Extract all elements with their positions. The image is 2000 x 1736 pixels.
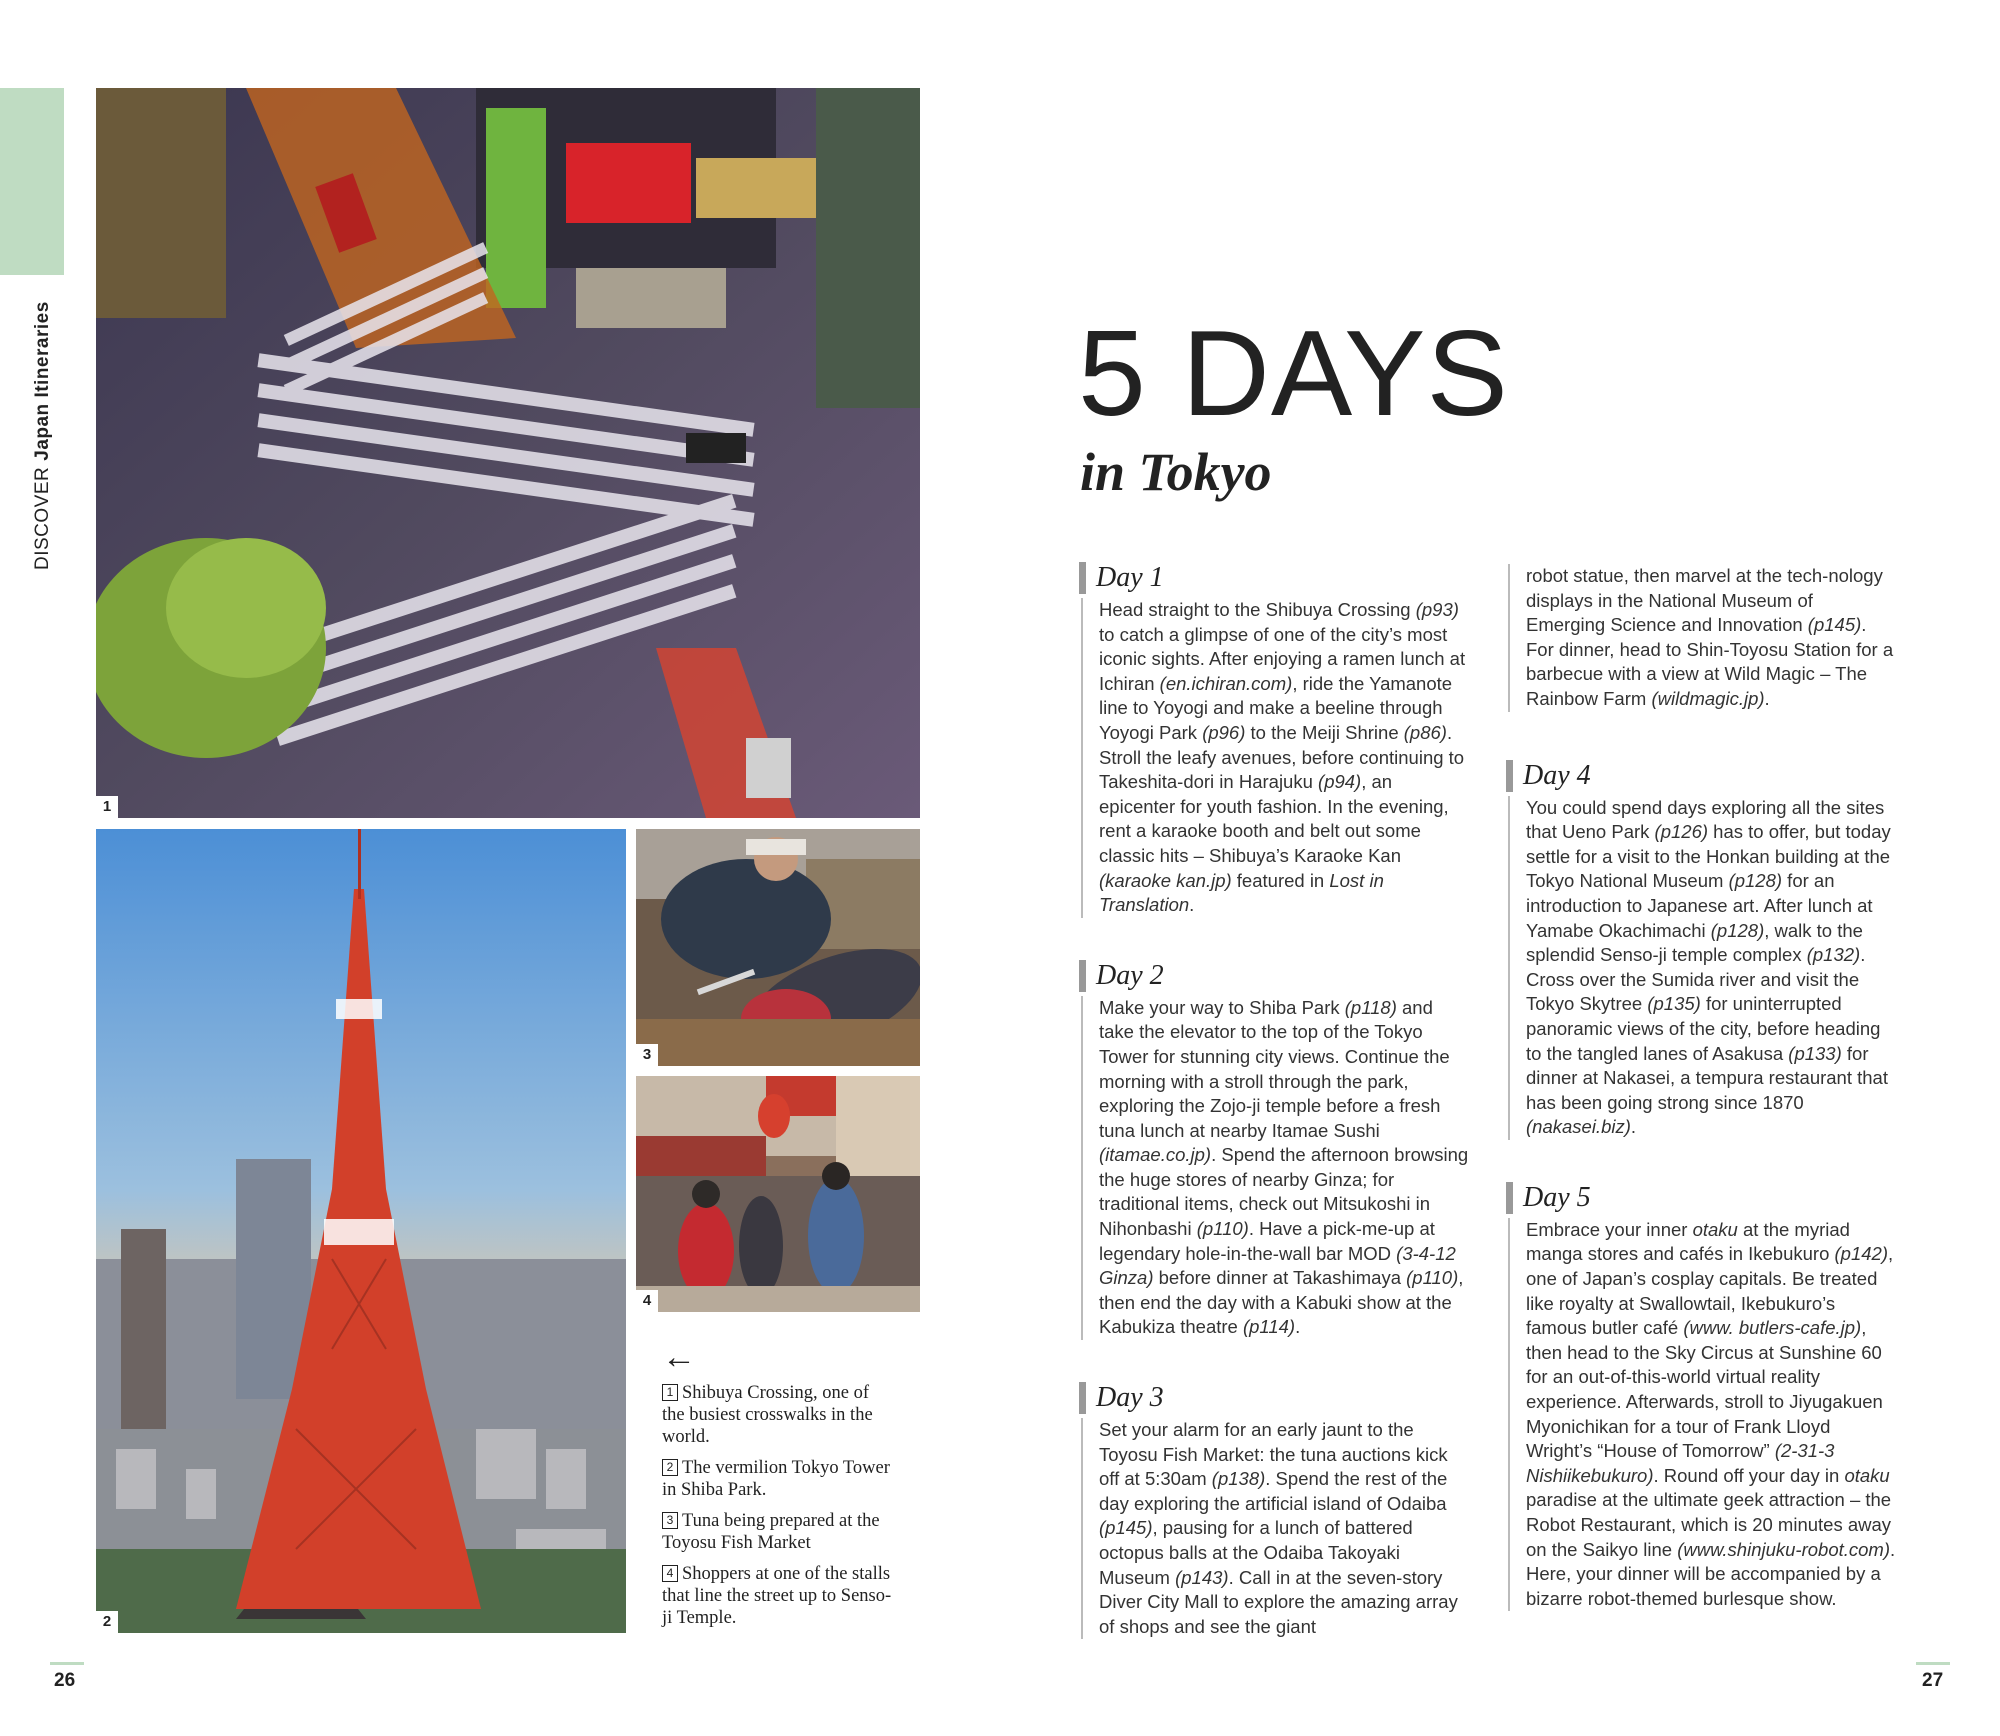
day-text: Make your way to Shiba Park (p118) and take the elevator to the top of the Tokyo Tower for stunning city views. Continue the morning with a stroll through the park, exploring the Zojo-ji temple before a fresh tuna lunch at nearby Itamae Sushi (itamae.co.jp). Spend the afternoon browsing the huge stores of nearby Ginza; for traditional items, check out Mitsukoshi in Nihonbashi (p110). Have a pick-me-up at legendary hole-in-the-wall bar MOD (3-4-12 Ginza) before dinner at Takashimaya (p110), then end the day with a Kabuki show at the Kabukiza theatre (p114). [1099,996,1469,1338]
page-number-right: 27 [1922,1670,1944,1691]
caption-number: 1 [662,1384,678,1401]
day-text-continued: robot statue, then marvel at the tech-nology displays in the National Museum of Emerging Science and Innovation (p145). For dinner, head to Shin-Toyosu Station for a barbecue with a view at Wild Magic – The Rainbow Farm (wildmagic.jp). [1526,565,1894,709]
back-arrow-icon: ← [662,1338,696,1376]
caption-number: 3 [662,1512,678,1529]
photo-number: 3 [636,1044,658,1066]
caption-text: The vermilion Tokyo Tower in Shiba Park. [662,1458,890,1500]
page-number-left: 26 [54,1670,76,1691]
caption-1 [662,1382,892,1448]
caption-2 [662,1457,892,1501]
day-text: You could spend days exploring all the sites that Ueno Park (p126) has to offer, but today settle for a visit to the Honkan building at the Tokyo National Museum (p128) for an introduction to Japanese art. After lunch at Yamabe Okachimachi (p128), walk to the splendid Senso-ji temple complex (p132). Cross over the Sumida river and visit the Tokyo Skytree (p135) for uninterrupted panoramic views of the city, before heading to the tangled lanes of Asakusa (p133) for dinner at Nakasei, a tempura restaurant that has been going strong since 1870 (nakasei.biz). [1526,796,1891,1138]
text-column-right [1523,564,1896,1611]
photo-shibuya-crossing [96,88,920,818]
caption-number: 2 [662,1459,678,1476]
caption-3 [662,1510,892,1554]
photo-sensoji-street [636,1076,920,1312]
photo-tokyo-tower [96,829,626,1633]
day-heading: Day 2 [1079,960,1469,992]
photo-number: 1 [96,796,118,818]
page-number-bar-right [1916,1662,1950,1665]
text-column-left [1096,562,1469,1639]
photo-number: 4 [636,1290,658,1312]
section-label [32,290,72,570]
page-title: 5 DAYS [1078,305,1509,441]
caption-text: Shoppers at one of the stalls that line the street up to Senso-ji Temple. [662,1564,892,1628]
photo-tuna-preparation [636,829,920,1066]
caption-text: Shibuya Crossing, one of the busiest crosswalks in the world. [662,1383,873,1447]
caption-4 [662,1563,892,1629]
day-heading: Day 3 [1079,1382,1469,1414]
caption-text: Tuna being prepared at the Toyosu Fish Market [662,1511,880,1553]
section-color-tab [0,88,64,275]
day-heading: Day 4 [1506,760,1896,792]
section-name: DISCOVER [32,466,53,570]
day-heading: Day 5 [1506,1182,1896,1214]
page-number-bar-left [50,1662,84,1665]
day-text: Embrace your inner otaku at the myriad manga stores and cafés in Ikebukuro (p142), one of Japan’s cosplay capitals. Be treated like royalty at Swallowtail, Ikebukuro’s famous butler café (www. butlers-cafe.jp), then head to the Sky Circus at Sunshine 60 for an out-of-this-world virtual reality experience. Afterwards, stroll to Jiyugakuen Myonichikan for a tour of Frank Lloyd Wright’s “House of Tomorrow” (2-31-3 Nishiikebukuro). Round off your day in otaku paradise at the ultimate geek attraction – the Robot Restaurant, which is 20 minutes away on the Saikyo line (www.shinjuku-robot.com). Here, your dinner will be accompanied by a bizarre robot-themed burlesque show. [1526,1218,1896,1609]
photo-number: 2 [96,1611,118,1633]
photo-captions [662,1382,892,1638]
caption-number: 4 [662,1565,678,1582]
page-subtitle: in Tokyo [1080,442,1272,502]
chapter-name: Japan Itineraries [32,301,53,461]
day-text: Head straight to the Shibuya Crossing (p93) to catch a glimpse of one of the city’s most iconic sights. After enjoying a ramen lunch at Ichiran (en.ichiran.com), ride the Yamanote line to Yoyogi and make a beeline through Yoyogi Park (p96) to the Meiji Shrine (p86). Stroll the leafy avenues, before continuing to Takeshita-dori in Harajuku (p94), an epicenter for youth fashion. In the evening, rent a karaoke booth and belt out some classic hits – Shibuya’s Karaoke Kan (karaoke kan.jp) featured in Lost in Translation. [1099,599,1466,916]
day-heading: Day 1 [1079,562,1469,594]
day-text: Set your alarm for an early jaunt to the Toyosu Fish Market: the tuna auctions kick off at 5:30am (p138). Spend the rest of the day exploring the artificial island of Odaiba (p145), pausing for a lunch of battered octopus balls at the Odaiba Takoyaki Museum (p143). Call in at the seven-story Diver City Mall to explore the amazing array of shops and see the giant [1099,1419,1458,1637]
